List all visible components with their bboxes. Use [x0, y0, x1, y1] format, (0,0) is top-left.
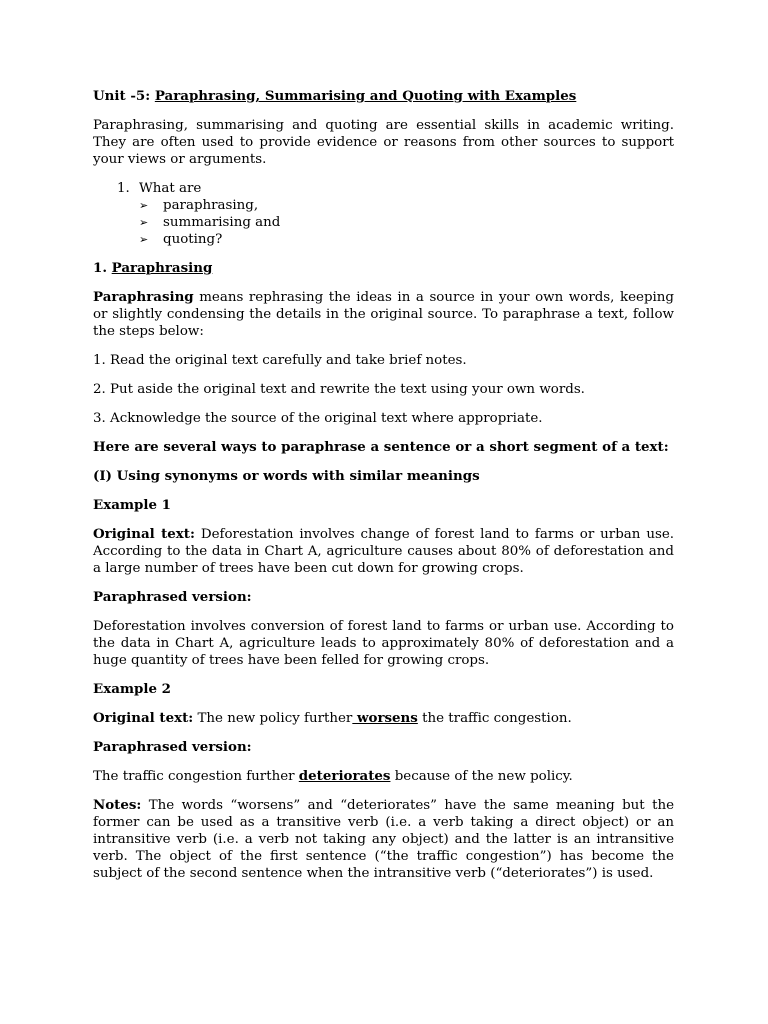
notes-label: Notes:	[93, 797, 142, 813]
unit-title-text: Paraphrasing, Summarising and Quoting with Examples	[154, 88, 577, 104]
step-item: 2. Put aside the original text and rewrite the text using your own words.	[93, 382, 585, 397]
step-item: 1. Read the original text carefully and take brief notes.	[93, 353, 467, 368]
original-text-after: the traffic congestion.	[417, 711, 572, 726]
original-text-label: Original text:	[93, 526, 195, 542]
example-heading: Example 1	[93, 497, 171, 513]
step-item: 3. Acknowledge the source of the original text where appropriate.	[93, 411, 543, 426]
bullet-text: paraphrasing,	[163, 198, 259, 213]
question-list	[93, 180, 674, 248]
bullet-text: summarising and	[163, 215, 281, 230]
original-text-paragraph	[93, 710, 674, 727]
notes-paragraph	[93, 797, 674, 882]
bullet-text: quoting?	[163, 232, 223, 247]
paraphrased-text-after: because of the new policy.	[390, 769, 573, 784]
unit-title	[93, 88, 674, 105]
paraphrased-paragraph	[93, 768, 674, 785]
arrow-bullet-icon: ➢	[139, 233, 149, 246]
ways-heading: Here are several ways to paraphrase a sentence or a short segment of a text:	[93, 439, 669, 455]
paraphrased-text: Deforestation involves conversion of forest land to farms or urban use. According to the data in Chart A, agriculture leads to approximately 80% of deforestation and a huge quantity of trees have been felled for growing crops.	[93, 619, 674, 668]
method-heading: (I) Using synonyms or words with similar meanings	[93, 468, 480, 484]
original-text-before: The new policy further	[193, 711, 353, 726]
definition-paragraph	[93, 289, 674, 340]
unit-prefix: Unit -5:	[93, 88, 155, 104]
paraphrased-text-before: The traffic congestion further	[93, 769, 299, 784]
bullet-item	[93, 214, 674, 231]
paraphrased-label: Paraphrased version:	[93, 739, 252, 755]
bullet-item	[93, 231, 674, 248]
arrow-bullet-icon: ➢	[139, 199, 149, 212]
key-word: worsens	[352, 710, 418, 726]
paraphrased-label: Paraphrased version:	[93, 589, 252, 605]
definition-text: means rephrasing the ideas in a source in your own words, keeping or slightly condensing the details in the original source. To paraphrase a text, follow the steps below:	[93, 290, 674, 339]
bullet-item	[93, 197, 674, 214]
definition-term: Paraphrasing	[93, 289, 194, 305]
document-page	[93, 88, 674, 894]
section-number: 1.	[93, 260, 112, 276]
example-heading: Example 2	[93, 681, 171, 697]
section-heading	[93, 260, 674, 277]
question-number: 1.	[117, 181, 130, 196]
key-word: deteriorates	[298, 768, 391, 784]
question-item	[93, 180, 674, 197]
notes-text: The words “worsens” and “deteriorates” have the same meaning but the former can be used as a transitive verb (i.e. a verb taking a direct object) or an intransitive verb (i.e. a verb not taking any object) and the latter is an intransitive verb. The object of the first sentence (“the traffic congestion”) has become the subject of the second sentence when the intransitive verb (“deteriorates”) is used.	[93, 798, 674, 881]
section-heading-text: Paraphrasing	[111, 260, 213, 276]
question-text: What are	[139, 181, 202, 196]
arrow-bullet-icon: ➢	[139, 216, 149, 229]
intro-paragraph: Paraphrasing, summarising and quoting are essential skills in academic writing. They are often used to provide evidence or reasons from other sources to support your views or arguments.	[93, 118, 674, 167]
original-text-label: Original text:	[93, 710, 194, 726]
original-text-paragraph	[93, 526, 674, 577]
original-text: Deforestation involves change of forest land to farms or urban use. According to the data in Chart A, agriculture causes about 80% of deforestation and a large number of trees have been cut down for growing crops.	[93, 527, 675, 576]
